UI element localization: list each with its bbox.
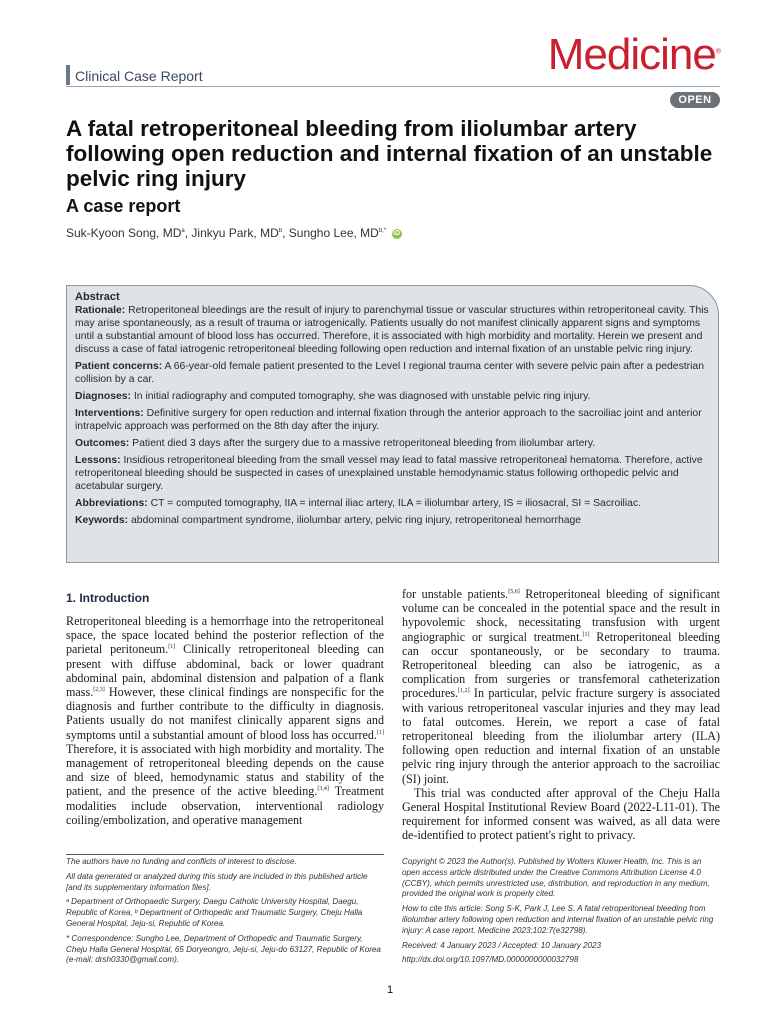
journal-logo — [548, 30, 720, 80]
abstract-content — [75, 291, 715, 531]
journal-name: Medicine — [547, 30, 716, 79]
author-name: Suk-Kyoon Song, MD — [66, 226, 182, 240]
correspondence-note: * Correspondence: Sungho Lee, Department of Orthopedic and Traumatic Surgery, Cheju Halla General Hospital, 65 Doryeongro, Jeju-si, Jeju-do 63127, Republic of Korea (e-mail: drsh0330@gmail.com). — [66, 933, 381, 965]
affiliations-note: ᵃ Department of Orthopaedic Surgery, Daegu Catholic University Hospital, Daegu, Republic of Korea, ᵇ Department of Orthopedic and Traumatic Surgery, Cheju Halla General Hospital, Jeju-si, Republic of Korea. — [66, 897, 363, 928]
abstract-label: Outcomes: — [75, 438, 130, 449]
funding-note: The authors have no funding and conflicts of interest to disclose. — [66, 857, 297, 866]
abstract-label: Interventions: — [75, 408, 144, 419]
citation-note: How to cite this article: Song S-K, Park J, Lee S. A fatal retroperitoneal bleeding from iliolumbar artery following open reduction and internal fixation of an unstable pelvic ring injury: A case report. Medicine 2023;102:7(e32798). — [402, 904, 714, 935]
abstract-outcomes — [75, 437, 715, 450]
body-paragraph — [66, 614, 384, 827]
abstract-text: Insidious retroperitoneal bleeding from the small vessel may lead to fatal massive retroperitoneal hematoma. Therefore, active retroperitoneal bleeding should be suspected in cases of unexplained unstable hemodynamic status following orthopedic pelvic and acetabular surgery. — [75, 455, 703, 492]
body-paragraph — [402, 587, 720, 786]
citation-ref[interactable]: [1,2] — [458, 688, 470, 695]
abstract-abbreviations — [75, 497, 715, 510]
body-text: Retroperitoneal bleeding can occur spontaneously, or be secondary to trauma. Retroperitoneal bleeding can also be iatrogenic, as a complication from surgeries or transfemoral catheterization procedures. — [402, 629, 720, 701]
abstract-label: Abbreviations: — [75, 498, 148, 509]
abstract-heading: Abstract — [75, 291, 120, 303]
article-subtitle: A case report — [66, 196, 181, 216]
abstract-text: In initial radiography and computed tomography, she was diagnosed with unstable pelvic ring injury. — [131, 391, 591, 402]
affiliation-mark: b — [278, 228, 283, 234]
affiliation-mark: b,* — [378, 228, 387, 234]
copyright-note: Copyright © 2023 the Author(s). Published by Wolters Kluwer Health, Inc. This is an open access article distributed under the Creative Commons Attribution License 4.0 (CCBY), which permits unrestricted use, distribution, and reproduction in any medium, provided the original work is properly cited. — [402, 857, 710, 899]
body-column-right — [402, 587, 720, 843]
author-name: , Sungho Lee, MD — [282, 226, 379, 240]
author-name: , Jinkyu Park, MD — [184, 226, 279, 240]
body-column-left — [66, 614, 384, 827]
citation-ref[interactable]: [1] — [582, 631, 590, 638]
doi-link[interactable]: http://dx.doi.org/10.1097/MD.0000000000032798 — [402, 955, 579, 965]
page-number: 1 — [386, 984, 394, 996]
abstract-text: Patient died 3 days after the surgery due to a massive retroperitoneal bleeding from iliolumbar artery. — [129, 438, 596, 449]
abstract-label: Lessons: — [75, 455, 121, 466]
abstract-label: Patient concerns: — [75, 361, 163, 372]
abstract-lessons — [75, 454, 715, 493]
body-text: for unstable patients. — [402, 587, 509, 601]
citation-ref[interactable]: [2,3] — [93, 686, 105, 693]
section-heading-introduction: 1. Introduction — [66, 591, 150, 605]
body-text: Treatment modalities include observation, interventional radiology coiling/embolization, and operative management — [66, 784, 384, 827]
affiliation-mark: a — [181, 228, 185, 234]
footnote-rule — [66, 854, 384, 855]
abstract-text: abdominal compartment syndrome, iliolumbar artery, pelvic ring injury, retroperitoneal hemorrhage — [128, 515, 582, 526]
abstract-label: Diagnoses: — [75, 391, 132, 402]
abstract-diagnoses — [75, 390, 715, 403]
abstract-patient-concerns — [75, 360, 715, 386]
abstract-text: Definitive surgery for open reduction and internal fixation through the anterior approach to the sacroiliac joint and anterior intrapelvic approach was performed on the 8th day after the injury. — [75, 408, 702, 432]
dates-note: Received: 4 January 2023 / Accepted: 10 January 2023 — [402, 940, 602, 950]
article-title: A fatal retroperitoneal bleeding from iliolumbar artery following open reduction and internal fixation of an unstable pelvic ring injury — [66, 116, 713, 191]
citation-ref[interactable]: [5,6] — [508, 588, 520, 595]
abstract-text: CT = computed tomography, IIA = internal iliac artery, ILA = iliolumbar artery, IS = iliosacral, SI = Sacroiliac. — [147, 498, 642, 509]
section-accent-bar — [66, 65, 70, 85]
citation-ref[interactable]: [1] — [377, 729, 384, 736]
orcid-icon[interactable]: iD — [393, 229, 401, 237]
abstract-interventions — [75, 407, 715, 433]
body-text: However, these clinical findings are nonspecific for the diagnosis and further contribute to the difficulty in diagnosis. Patients usually do not manifest clinically apparent signs and symptoms until a substantial amount of blood loss has occurred. — [66, 685, 384, 742]
abstract-label: Keywords: — [75, 515, 129, 526]
section-label: Clinical Case Report — [75, 68, 203, 84]
citation-ref[interactable]: [1] — [168, 644, 176, 651]
abstract-rationale — [75, 304, 715, 356]
abstract-text: Retroperitoneal bleedings are the result of injury to parenchymal tissue or vascular structures within retroperitoneal cavity. This may arise spontaneously, as a result of trauma or iatrogenically. Patients usually do not manifest clinically apparent signs and symptoms until a substantial amount of blood loss has occurred. Therefore, it is associated with high morbidity and mortality. Herein we present and discuss a case of fatal iatrogenic retroperitoneal bleeding following open reduction and internal fixation of an unstable pelvic ring injury. — [75, 305, 709, 355]
open-access-badge: OPEN — [670, 92, 720, 108]
body-text: In particular, pelvic fracture surgery is associated with various retroperitoneal vascular injuries and they may lead to fatal outcomes. Herein, we report a case of fatal retroperitoneal bleeding from the iliolumbar artery (ILA) following open reduction and internal fixation of an unstable pelvic ring injury through the anterior approach to the sacroiliac (SI) joint. — [402, 686, 720, 786]
data-availability-note: All data generated or analyzed during this study are included in this published article [and its supplementary information files]. — [66, 871, 368, 892]
body-text: Retroperitoneal bleeding is a hemorrhage into the retroperitoneal space, the space located behind the posterior reflection of the parietal peritoneum. — [66, 614, 384, 657]
header-rule — [66, 86, 720, 87]
footnotes-left — [66, 857, 384, 970]
author-list — [66, 226, 402, 240]
abstract-keywords — [75, 514, 715, 527]
registered-mark: ® — [715, 48, 720, 56]
citation-ref[interactable]: [3,4] — [317, 786, 329, 793]
body-text: Retroperitoneal bleeding of significant volume can be concealed in the potential space and the result in hypovolemic shock, necessitating transfusion with urgent angiographic or surgical treatment. — [402, 587, 720, 644]
abstract-label: Rationale: — [75, 305, 126, 316]
body-text: Clinically retroperitoneal bleeding can present with diffuse abdominal, back or lower quadrant abdominal pain, abdominal distension and palpation of a flank mass. — [66, 642, 384, 700]
body-paragraph: This trial was conducted after approval of the Cheju Halla General Hospital Institutional Review Board (2022-L11-01). The requirement for informed consent was waived, as all data were de-identified to protect patient's right to privacy. — [402, 785, 720, 843]
body-text: Therefore, it is associated with high morbidity and mortality. The management of retroperitoneal bleeding depends on the cause and size of bleed, hemodynamic status and stability of the patient, and the presence of the active bleeding. — [66, 741, 384, 799]
abstract-text: A 66-year-old female patient presented to the Level I regional trauma center with severe pelvic pain after a pedestrian collision by a car. — [75, 361, 704, 385]
footnotes-right — [402, 857, 720, 970]
